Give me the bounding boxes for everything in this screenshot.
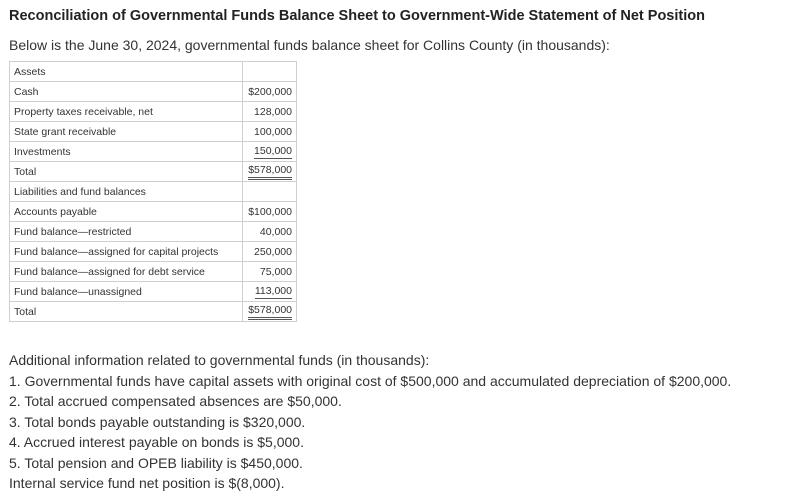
table-row (10, 162, 297, 182)
amount-cell: 128,000 (243, 102, 297, 122)
additional-info (9, 350, 731, 494)
table-row (10, 102, 297, 122)
info-item: 1. Governmental funds have capital assets with original cost of $500,000 and accumulated depreciation of $200,000. (9, 372, 732, 389)
table-row (10, 82, 297, 102)
total-label: Total (10, 162, 243, 182)
row-label: Fund balance—unassigned (10, 282, 243, 302)
table-row (10, 222, 297, 242)
total-amount: $578,000 (243, 302, 297, 322)
table-row (10, 142, 297, 162)
info-item: 5. Total pension and OPEB liability is $450,000. (9, 454, 303, 471)
table-row (10, 62, 297, 82)
amount-cell: 40,000 (243, 222, 297, 242)
table-row (10, 182, 297, 202)
info-item: 4. Accrued interest payable on bonds is $5,000. (9, 434, 304, 450)
table-row (10, 202, 297, 222)
row-label: Cash (10, 82, 243, 102)
total-amount: $578,000 (243, 162, 297, 182)
row-label: State grant receivable (10, 122, 243, 142)
info-item: 2. Total accrued compensated absences are $50,000. (9, 393, 342, 409)
row-label: Property taxes receivable, net (10, 102, 243, 122)
amount-cell: 113,000 (243, 282, 297, 302)
table-row (10, 242, 297, 262)
page-title: Reconciliation of Governmental Funds Balance Sheet to Government-Wide Statement of Net Position (9, 8, 705, 24)
info-item: 3. Total bonds payable outstanding is $320,000. (9, 413, 306, 430)
section-header-assets: Assets (10, 62, 243, 82)
amount-cell: 75,000 (243, 262, 297, 282)
table-row (10, 122, 297, 142)
total-label: Total (10, 302, 243, 322)
amount-cell: 100,000 (243, 122, 297, 142)
balance-sheet-table (9, 61, 297, 322)
table-row (10, 262, 297, 282)
amount-cell: 250,000 (243, 242, 297, 262)
additional-info-heading: Additional information related to governmental funds (in thousands): (9, 352, 430, 368)
row-label: Fund balance—assigned for debt service (10, 262, 243, 282)
info-footer: Internal service fund net position is $(8,000). (9, 475, 285, 491)
table-row (10, 302, 297, 322)
amount-cell (243, 62, 297, 82)
section-header-liabilities: Liabilities and fund balances (10, 182, 243, 202)
amount-cell: 150,000 (243, 142, 297, 162)
amount-cell: $200,000 (243, 82, 297, 102)
row-label: Fund balance—restricted (10, 222, 243, 242)
amount-cell (243, 182, 297, 202)
table-row (10, 282, 297, 302)
row-label: Investments (10, 142, 243, 162)
intro-text: Below is the June 30, 2024, governmental funds balance sheet for Collins County (in thousands): (9, 37, 610, 53)
row-label: Accounts payable (10, 202, 243, 222)
amount-cell: $100,000 (243, 202, 297, 222)
row-label: Fund balance—assigned for capital projects (10, 242, 243, 262)
